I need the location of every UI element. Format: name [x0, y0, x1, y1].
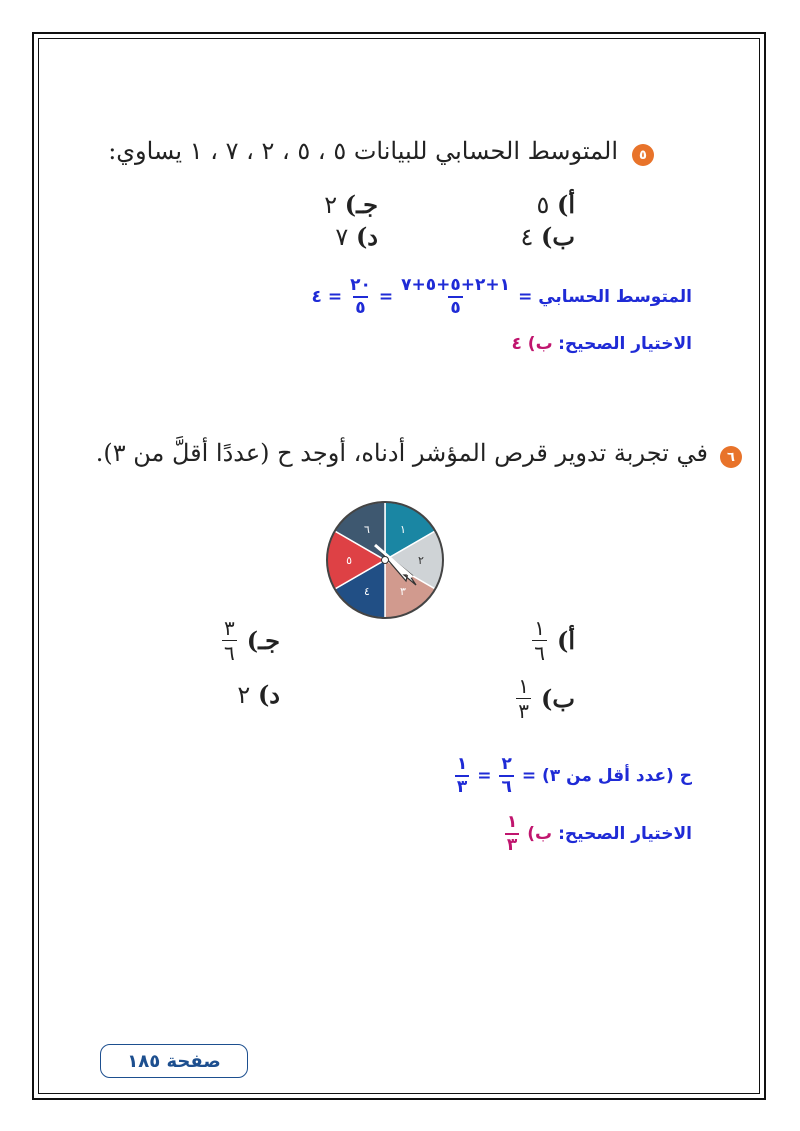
answer-label: الاختيار الصحيح:	[558, 824, 692, 844]
q6-option-a[interactable]	[530, 618, 575, 663]
fraction-numerator: ١	[518, 674, 530, 698]
answer-prefix: ب)	[527, 824, 553, 844]
fraction-denominator: ٥	[450, 298, 461, 318]
question-5-number-badge	[632, 144, 654, 166]
spinner-sector-label: ٢	[417, 554, 424, 567]
equals-sign: =	[477, 766, 492, 786]
solution-fraction-raw	[499, 756, 513, 796]
solution-lhs: ح (عدد أقل من ٣) =	[521, 766, 692, 786]
option-value: ٢	[237, 681, 251, 709]
fraction-numerator: ١+٢+٥+٥+٧	[401, 275, 511, 295]
fraction-numerator: ١	[534, 616, 545, 640]
solution-lhs: المتوسط الحسابي =	[518, 287, 692, 307]
fraction-numerator: ٣	[224, 616, 235, 640]
q5-option-c[interactable]	[324, 190, 378, 219]
option-value: ٧	[335, 223, 349, 251]
page-number-label: صفحة ١٨٥	[127, 1050, 221, 1072]
spinner-sector-label: ٥	[346, 554, 353, 567]
option-label: د)	[257, 680, 280, 709]
page-number-tag	[100, 1044, 248, 1078]
fraction-denominator: ٥	[355, 298, 366, 318]
answer-value: ب) ٤	[511, 334, 553, 354]
question-6-text: في تجربة تدوير قرص المؤشر أدناه، أوجد ح (عددًا أقلَّ من ٣).	[95, 439, 708, 467]
option-value: ٢	[324, 191, 338, 219]
q6-option-d[interactable]	[237, 680, 280, 709]
option-fraction	[222, 618, 237, 663]
fraction-denominator: ٦	[534, 641, 545, 665]
solution-result: = ٤	[311, 287, 343, 307]
q5-solution-line	[312, 277, 692, 317]
fraction-numerator: ١	[506, 812, 518, 832]
fraction-numerator: ١	[456, 754, 468, 774]
fraction-denominator: ٣	[506, 835, 518, 855]
solution-fraction-total	[348, 277, 373, 317]
spinner-hub	[382, 557, 389, 564]
answer-fraction	[505, 814, 519, 854]
spinner-sector-label: ١	[400, 522, 406, 536]
spinner-wheel	[320, 495, 450, 625]
q5-option-b-row[interactable]	[521, 222, 575, 251]
spinner-sector-label: ٤	[364, 585, 370, 599]
equals-sign: =	[378, 287, 394, 307]
option-fraction	[532, 618, 547, 663]
option-label: جـ)	[246, 626, 280, 655]
q6-option-c[interactable]	[220, 618, 280, 663]
question-6-number: ٦	[727, 449, 735, 465]
q6-answer-line	[503, 814, 692, 854]
q5-option-a[interactable]	[536, 190, 575, 219]
question-5-text: المتوسط الحسابي للبيانات ٥ ، ٥ ، ٢ ، ٧ ، ١ يساوي:	[108, 137, 618, 165]
q5-answer-line	[512, 334, 693, 354]
option-fraction	[516, 676, 531, 721]
option-label: د)	[355, 222, 378, 251]
question-5-number: ٥	[639, 147, 647, 163]
option-label: جـ)	[344, 190, 378, 219]
question-6-number-badge	[720, 446, 742, 468]
fraction-denominator: ٣	[456, 777, 468, 797]
fraction-numerator: ٢	[501, 754, 512, 774]
option-label: ب)	[541, 684, 575, 713]
fraction-denominator: ٣	[518, 699, 530, 723]
solution-fraction-sum	[399, 277, 512, 317]
q6-option-b[interactable]	[514, 676, 575, 721]
fraction-denominator: ٦	[224, 641, 235, 665]
q5-option-d[interactable]	[335, 222, 378, 251]
option-value: ٤	[520, 223, 534, 251]
spinner-sector-label: ٦	[364, 522, 370, 536]
option-value: ٥	[536, 191, 550, 219]
answer-label: الاختيار الصحيح:	[558, 334, 692, 354]
fraction-denominator: ٦	[501, 777, 512, 797]
option-label: ب)	[541, 222, 575, 251]
solution-fraction-simplified	[455, 756, 469, 796]
spinner-sector-label: ٣	[400, 585, 406, 599]
q6-solution-line	[453, 756, 692, 796]
option-label: أ)	[556, 626, 575, 655]
option-label: أ)	[556, 190, 575, 219]
fraction-numerator: ٢٠	[350, 275, 371, 295]
